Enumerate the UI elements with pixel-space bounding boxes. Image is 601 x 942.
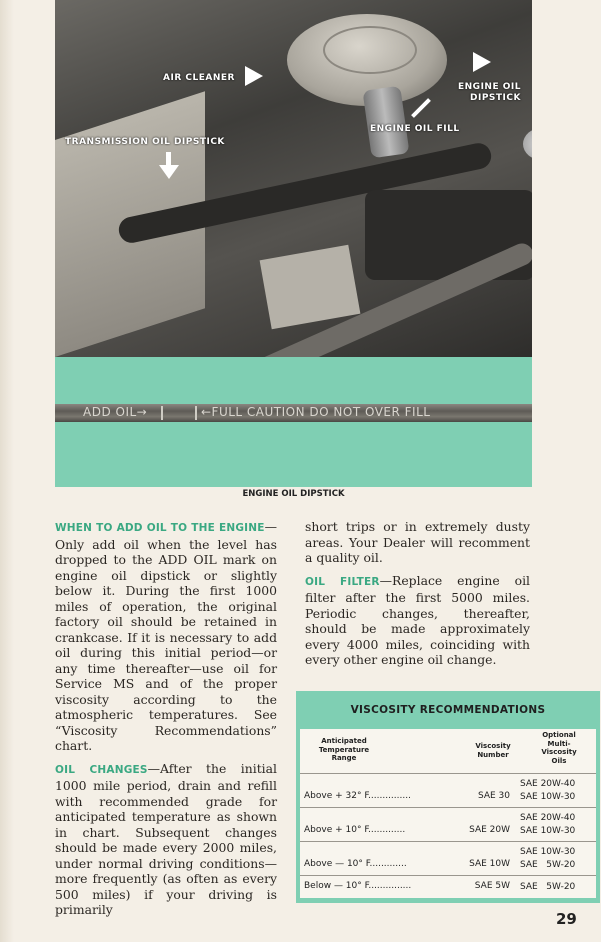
callout-transmission-oil-dipstick: TRANSMISSION OIL DIPSTICK (65, 137, 225, 147)
row-viscosity: SAE 10W (469, 859, 510, 869)
page-gutter-shade (0, 0, 14, 942)
oil-changes-body: —After the initial 1000 mile period, drain and refill with recommended grade for anticipated temperature as shown in chart. Subsequent changes should be made every 2000 miles, under normal driving conditions—more frequently (as often as every 500 miles) if your driving is primarily (55, 760, 277, 917)
dipstick-full-label: ←FULL CAUTION DO NOT OVER FILL (201, 405, 431, 419)
viscosity-table-body (300, 729, 596, 898)
arrow-right-icon (245, 66, 263, 86)
row-multi-viscosity: SAE 10W-30 SAE 5W-20 (520, 847, 576, 870)
continued-paragraph: short trips or in extremely dusty areas. Your Dealer will recomment a quality oil. (305, 519, 530, 565)
arrow-up-right-icon (411, 98, 431, 118)
oil-changes-heading: OIL CHANGES (55, 763, 148, 776)
header-temperature-range: Anticipated Temperature Range (318, 737, 370, 762)
oil-filter-body: —Replace engine oil filter after the first 5000 miles. Periodic changes, thereafter, should be made approximately every 4000 miles, coinciding with every other engine oil change. (305, 572, 530, 667)
header-multi-viscosity: Optional Multi- Viscosity Oils (541, 731, 577, 765)
row-temperature: Below — 10° F............... (304, 881, 412, 891)
callout-air-cleaner: AIR CLEANER (163, 73, 235, 83)
air-cleaner-lid-shape (323, 26, 417, 74)
oil-filter-paragraph (305, 573, 530, 668)
viscosity-table-title: VISCOSITY RECOMMENDATIONS (350, 704, 546, 716)
dipstick-caption: ENGINE OIL DIPSTICK (242, 489, 345, 499)
row-viscosity: SAE 30 (477, 791, 510, 801)
table-row (300, 807, 596, 841)
dipstick-illustration (55, 404, 532, 422)
viscosity-table (296, 691, 600, 903)
row-viscosity: SAE 5W (474, 881, 510, 891)
table-row (300, 841, 596, 875)
when-to-add-paragraph (55, 519, 277, 754)
dipstick-add-mark (161, 406, 163, 420)
dipstick-add-oil-label: ADD OIL→ (83, 405, 148, 419)
left-column (55, 519, 277, 918)
oil-fill-cap-shape (523, 128, 532, 160)
right-column (305, 519, 530, 668)
row-multi-viscosity: SAE 20W-40 SAE 10W-30 (520, 779, 576, 802)
row-temperature: Above + 32° F............... (304, 791, 411, 801)
page-number: 29 (556, 910, 577, 928)
bracket-shape (260, 245, 361, 330)
arrow-down-icon (166, 152, 171, 166)
callout-engine-oil-dipstick: ENGINE OIL DIPSTICK (458, 82, 521, 103)
engine-compartment-photo (55, 0, 532, 357)
when-to-add-heading: WHEN TO ADD OIL TO THE ENGINE (55, 522, 265, 534)
table-row (300, 773, 596, 807)
table-row (300, 875, 596, 898)
row-multi-viscosity: SAE 5W-20 (520, 882, 576, 892)
dipstick-full-mark (195, 406, 197, 420)
row-temperature: Above + 10° F............. (304, 825, 406, 835)
arrow-down-head-icon (159, 165, 179, 179)
oil-changes-paragraph (55, 761, 277, 918)
when-to-add-body: —Only add oil when the level has dropped to the ADD OIL mark on engine oil dipstick or slightly below it. During the first 1000 miles of operation, the original factory oil should be retained in crankcase. If it is necessary to add oil during this initial period—or any time thereafter—use oil for Service MS and of the proper viscosity according to the atmospheric temperatures. See “Viscosity Recommendations” chart. (55, 519, 277, 753)
header-viscosity-number: Viscosity Number (475, 742, 511, 759)
row-viscosity: SAE 20W (469, 825, 510, 835)
arrow-right-icon (473, 52, 491, 72)
dipstick-panel (55, 357, 532, 487)
callout-engine-oil-fill: ENGINE OIL FILL (370, 124, 460, 134)
row-multi-viscosity: SAE 20W-40 SAE 10W-30 (520, 813, 576, 836)
row-temperature: Above — 10° F............. (304, 859, 407, 869)
oil-filter-heading: OIL FILTER (305, 575, 380, 588)
